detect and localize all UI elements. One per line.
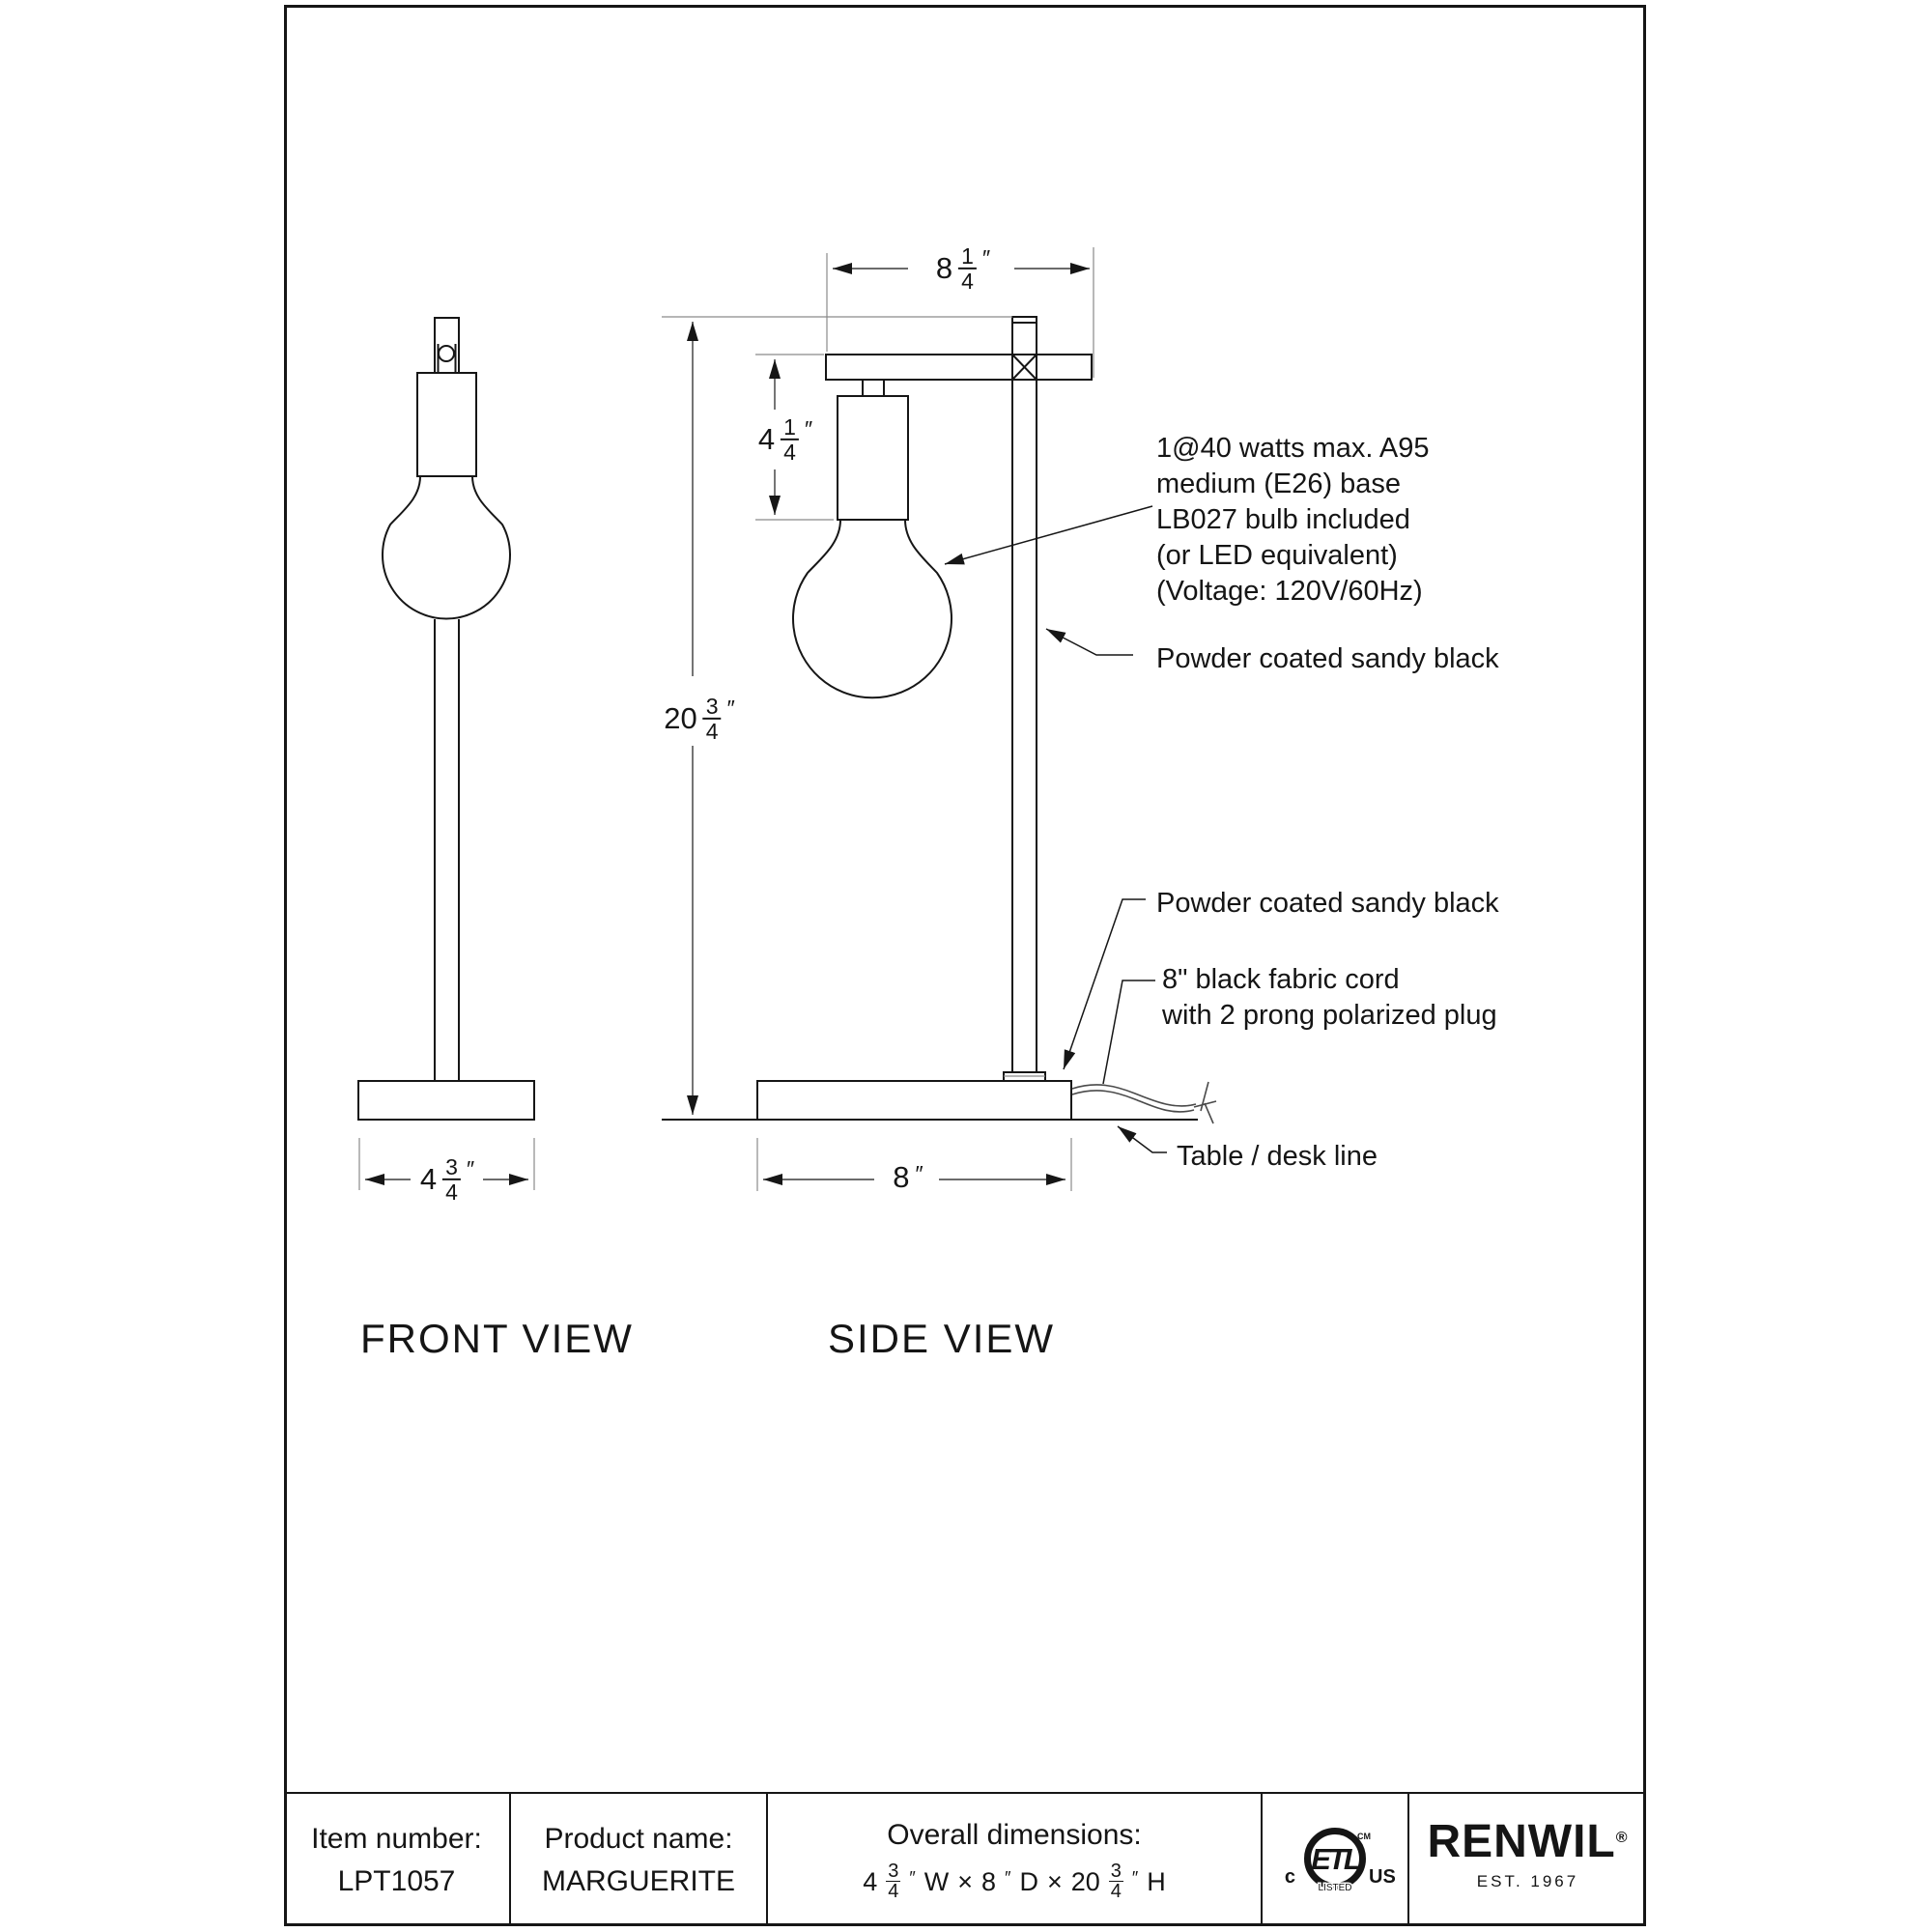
etl-listed-text: LISTED (1318, 1882, 1352, 1893)
side-socket (838, 396, 908, 520)
socket-nipple (863, 380, 884, 396)
cord-line: with 2 prong polarized plug (1162, 1000, 1497, 1031)
multiply-sign: × (1046, 1866, 1063, 1896)
front-view-drawing (358, 318, 534, 1120)
dim-fraction: $\frac{1}{4}$ (958, 244, 977, 293)
front-socket (417, 373, 476, 476)
annotation-table-line: Table / desk line (1177, 1141, 1378, 1172)
pivot-circle (439, 346, 454, 361)
front-bulb (383, 476, 510, 618)
dimension-base-width-front (415, 1155, 479, 1204)
footer-product-name-cell (509, 1794, 766, 1926)
footer-brand-cell (1407, 1794, 1646, 1926)
side-arm (826, 355, 1092, 380)
annotation-finish-lower: Powder coated sandy black (1156, 888, 1499, 919)
rod-cap (1012, 317, 1037, 323)
side-bulb (793, 520, 952, 697)
bulb-spec-line: 1@40 watts max. A95 (1156, 433, 1430, 464)
cord-line: 8" black fabric cord (1162, 964, 1400, 995)
leader-lines (945, 506, 1167, 1152)
dim-int: 8 (935, 251, 953, 285)
item-number-label: Item number: (311, 1822, 482, 1855)
inch-mark: ″ (726, 695, 735, 721)
multiply-sign: × (957, 1866, 974, 1896)
dimension-arm-width (931, 244, 995, 293)
item-number-value: LPT1057 (337, 1864, 456, 1897)
bulb-spec-line: (or LED equivalent) (1156, 540, 1398, 571)
front-view-label: FRONT VIEW (360, 1316, 634, 1361)
annotation-finish-upper: Powder coated sandy black (1156, 643, 1499, 674)
dimension-base-depth-side (888, 1160, 927, 1195)
inch-mark: ″ (981, 244, 991, 270)
renwil-logo: RENWIL ® (1427, 1815, 1629, 1867)
dim-int: 4 (419, 1162, 438, 1196)
etl-text: ETL (1311, 1841, 1359, 1876)
dim-fraction: $\frac{3}{4}$ (442, 1155, 461, 1204)
etl-listed-logo (1270, 1807, 1400, 1914)
overall-dimensions-label: Overall dimensions: (887, 1818, 1142, 1851)
product-name-label: Product name: (544, 1822, 733, 1855)
footer-info-table (284, 1792, 1646, 1926)
brand-est-text: EST. 1967 (1476, 1871, 1579, 1890)
leader-cord (1103, 980, 1155, 1084)
dim-int: 8 (893, 1160, 910, 1194)
annotation-bulb-spec (1156, 431, 1430, 610)
side-view-drawing (662, 317, 1216, 1123)
dim-int: 4 (757, 422, 776, 456)
etl-us-text: US (1369, 1865, 1396, 1888)
inch-mark: ″ (466, 1155, 475, 1181)
bulb-spec-line: LB027 bulb included (1156, 504, 1410, 535)
etl-c-text: c (1284, 1865, 1295, 1888)
side-base (757, 1081, 1071, 1120)
dimension-socket-drop (753, 415, 817, 464)
power-cord (1072, 1085, 1196, 1106)
inch-mark: ″ (804, 415, 813, 441)
side-view-label: SIDE VIEW (828, 1316, 1056, 1361)
leader-bulb-spec (945, 506, 1152, 564)
inch-mark: ″ (915, 1161, 923, 1186)
dim-fraction: $\frac{1}{4}$ (781, 415, 799, 464)
front-base (358, 1081, 534, 1120)
registered-mark: ® (1615, 1829, 1629, 1846)
etl-cm-text: CM (1357, 1831, 1371, 1841)
bulb-spec-line: medium (E26) base (1156, 469, 1402, 499)
dim-int: 20 (664, 701, 697, 735)
overall-dimensions-value: 4 3 4 ″ W × 8 ″ D × 20 3 4 ″ H (863, 1860, 1166, 1902)
footer-overall-dimensions-cell (766, 1794, 1261, 1926)
leader-finish-upper (1046, 629, 1133, 655)
leader-table-line (1118, 1126, 1167, 1152)
leader-finish-lower (1064, 899, 1146, 1069)
bulb-spec-line: (Voltage: 120V/60Hz) (1156, 576, 1423, 607)
footer-item-number-cell (284, 1794, 509, 1926)
dim-fraction: $\frac{3}{4}$ (703, 695, 722, 743)
product-name-value: MARGUERITE (541, 1864, 735, 1897)
dimension-overall-height (659, 695, 739, 743)
footer-etl-cell (1261, 1794, 1407, 1926)
annotation-cord (1162, 962, 1497, 1034)
